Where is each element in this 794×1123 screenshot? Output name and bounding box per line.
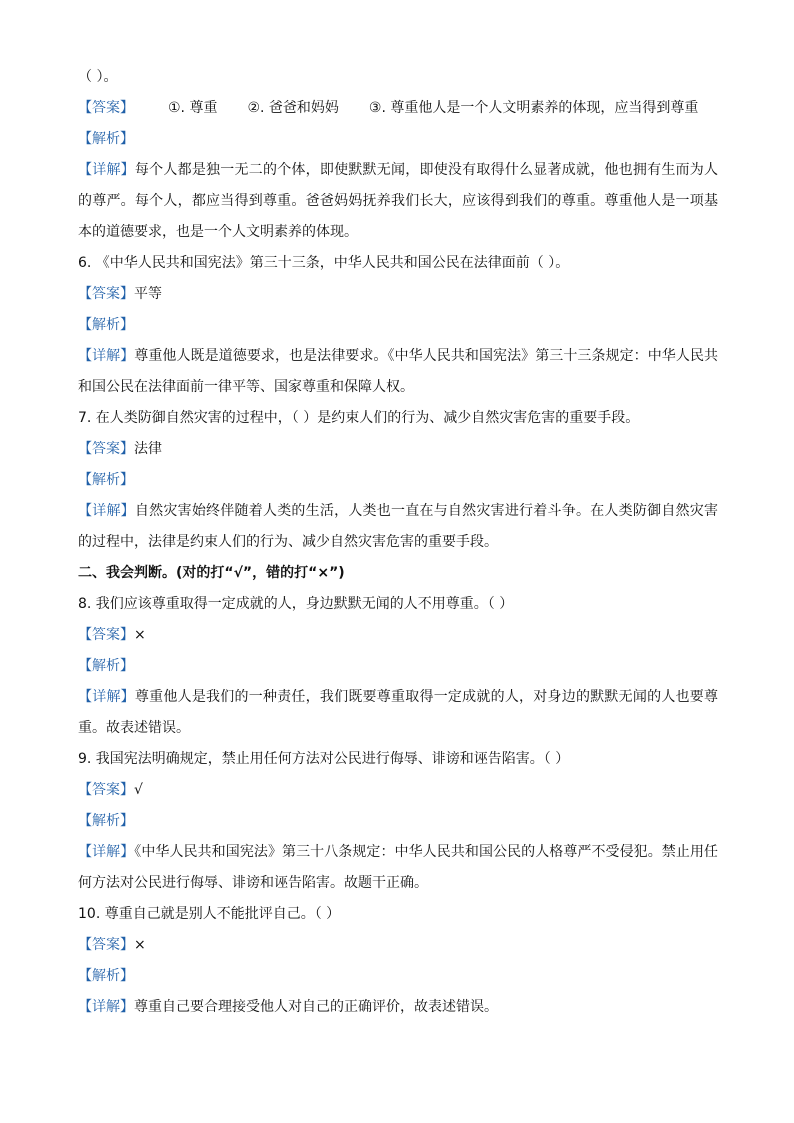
q7-analysis-tag: 【解析】 [78, 472, 134, 488]
document-content [78, 62, 718, 1023]
section2-heading: 二、我会判断。(对的打“√”，错的打“×”) [78, 565, 345, 581]
q6-answer: 平等 [134, 286, 162, 302]
q7-answer-row [78, 434, 718, 465]
q10-answer: × [134, 937, 146, 953]
q8-answer: × [134, 627, 146, 643]
answer-tag: 【答案】 [78, 441, 134, 457]
q5-answer-row [78, 93, 718, 124]
q5-answer-2: ②. 爸爸和妈妈 [247, 100, 339, 116]
q10-answer-row [78, 930, 718, 961]
q9-question: 9. 我国宪法明确规定，禁止用任何方法对公民进行侮辱、诽谤和诬告陷害。（ ） [78, 751, 570, 767]
q8-detail-text: 尊重他人是我们的一种责任，我们既要尊重取得一定成就的人，对身边的默默无闻的人也要尊重。故表述错误。 [78, 689, 719, 736]
q9-detail [78, 837, 718, 899]
q5-analysis-tag: 【解析】 [78, 131, 134, 147]
q9-detail-text: 《中华人民共和国宪法》第三十八条规定：中华人民共和国公民的人格尊严不受侵犯。禁止用任何方法对公民进行侮辱、诽谤和诬告陷害。故题干正确。 [78, 844, 719, 891]
q6-detail [78, 341, 718, 403]
detail-tag: 【详解】 [78, 348, 135, 364]
q9-analysis-tag: 【解析】 [78, 813, 134, 829]
detail-tag: 【详解】 [78, 844, 135, 860]
q7-detail-text: 自然灾害始终伴随着人类的生活，人类也一直在与自然灾害进行着斗争。在人类防御自然灾害的过程中，法律是约束人们的行为、减少自然灾害危害的重要手段。 [78, 503, 719, 550]
q5-detail [78, 155, 718, 248]
q5-answer-3: ③. 尊重他人是一个人文明素养的体现，应当得到尊重 [368, 100, 699, 116]
q10-detail-text: 尊重自己要合理接受他人对自己的正确评价，故表述错误。 [134, 999, 498, 1015]
answer-tag: 【答案】 [78, 286, 134, 302]
q9-answer-row [78, 775, 718, 806]
q8-analysis-tag: 【解析】 [78, 658, 134, 674]
q6-question: 6. 《中华人民共和国宪法》第三十三条，中华人民共和国公民在法律面前（ ）。 [78, 255, 570, 271]
q10-question: 10. 尊重自己就是别人不能批评自己。（ ） [78, 906, 341, 922]
detail-tag: 【详解】 [78, 162, 135, 178]
detail-tag: 【详解】 [78, 999, 134, 1015]
answer-tag: 【答案】 [78, 100, 134, 116]
q5-answer-1: ①. 尊重 [168, 100, 218, 116]
q7-question: 7. 在人类防御自然灾害的过程中，（ ）是约束人们的行为、减少自然灾害危害的重要手段。 [78, 410, 640, 426]
q10-detail [78, 992, 718, 1023]
q8-answer-row [78, 620, 718, 651]
q6-analysis-tag: 【解析】 [78, 317, 134, 333]
q6-answer-row [78, 279, 718, 310]
q9-answer: √ [134, 782, 143, 798]
answer-tag: 【答案】 [78, 782, 134, 798]
q5-detail-text: 每个人都是独一无二的个体，即使默默无闻，即使没有取得什么显著成就，他也拥有生而为人的尊严。每个人，都应当得到尊重。爸爸妈妈抚养我们长大，应该得到我们的尊重。尊重他人是一项基本的道德要求，也是一个人文明素养的体现。 [78, 162, 719, 240]
q10-analysis-tag: 【解析】 [78, 968, 134, 984]
q8-detail [78, 682, 718, 744]
top-blank: （ ）。 [78, 69, 118, 85]
q8-question: 8. 我们应该尊重取得一定成就的人，身边默默无闻的人不用尊重。（ ） [78, 596, 514, 612]
q7-answer: 法律 [134, 441, 162, 457]
answer-tag: 【答案】 [78, 627, 134, 643]
q6-detail-text: 尊重他人既是道德要求，也是法律要求。《中华人民共和国宪法》第三十三条规定：中华人民共和国公民在法律面前一律平等、国家尊重和保障人权。 [78, 348, 719, 395]
detail-tag: 【详解】 [78, 503, 135, 519]
detail-tag: 【详解】 [78, 689, 135, 705]
answer-tag: 【答案】 [78, 937, 134, 953]
q7-detail [78, 496, 718, 558]
